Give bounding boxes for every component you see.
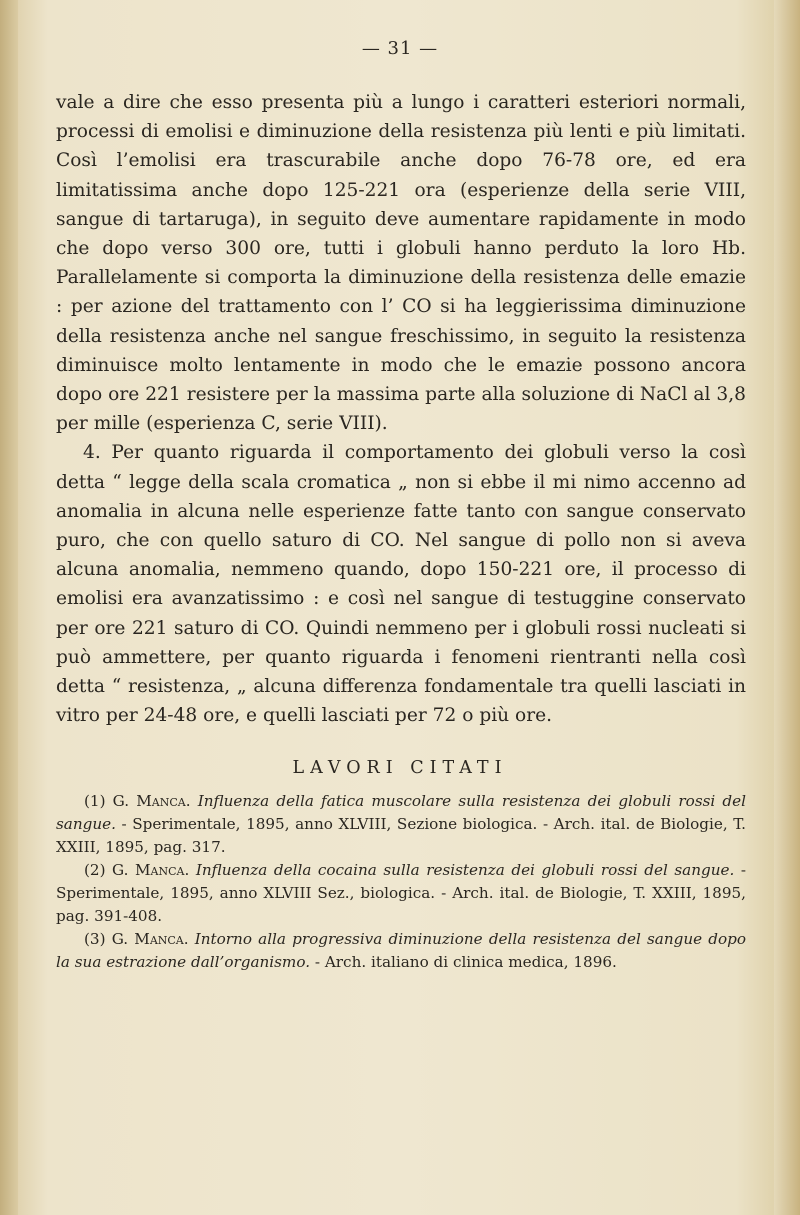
reference-item (56, 790, 746, 859)
body-text (56, 88, 746, 730)
reference-list (56, 790, 746, 974)
reference-item (56, 928, 746, 974)
paragraph-1: vale a dire che esso presenta più a lungo i caratteri esteriori normali, processi di emolisi e diminuzione della resistenza più lenti e più limitati. Così l’emolisi era trascurabile anche dopo 76-78 ore, ed era limitatissima anche dopo 125-221 ora (esperienze della serie VIII, sangue di tartaruga), in seguito deve aumentare rapidamente in modo che dopo verso 300 ore, tutti i globuli hanno perduto la loro Hb. Parallelamente si comporta la diminuzione della resistenza delle emazie : per azione del trattamento con l’ CO si ha leggierissima diminuzione della resistenza anche nel sangue freschissimo, in seguito la resistenza diminuisce molto lentamente in modo che le emazie possono ancora dopo ore 221 resistere per la massima parte alla soluzione di NaCl al 3,8 per mille (esperienza C, serie VIII). (56, 92, 746, 435)
reference-details: - Sperimentale, 1895, anno XLVIII Sez., biologica. - Arch. ital. de Biologie, T. XXIII, 1895, pag. 391-408. (56, 861, 747, 925)
page-edge-right (774, 0, 800, 1215)
reference-author: G. Manca. (112, 792, 191, 810)
reference-number: (2) (84, 861, 106, 879)
reference-title: Intorno alla progressiva diminuzione della resistenza del sangue dopo la sua estrazione dall’organismo. (56, 930, 747, 971)
reference-number: (1) (84, 792, 106, 810)
page-number: — 31 — (361, 38, 439, 59)
paragraph-2: 4. Per quanto riguarda il comportamento dei globuli verso la così detta “ legge della scala cromatica „ non si ebbe il mi nimo accenno ad anomalia in alcuna nelle esperienze fatte tanto con sangue conservato puro, che con quello saturo di CO. Nel sangue di pollo non si aveva alcuna anomalia, nemmeno quando, dopo 150-221 ore, il processo di emolisi era avanzatissimo : e così nel sangue di testuggine conservato per ore 221 saturo di CO. Quindi nemmeno per i globuli rossi nucleati si può ammettere, per quanto riguarda i fenomeni rientranti nella così detta “ resistenza, „ alcuna differenza fondamentale tra quelli lasciati in vitro per 24-48 ore, e quelli lasciati per 72 o più ore. (56, 442, 746, 727)
reference-title: Influenza della cocaina sulla resistenza dei globuli rossi del sangue. (195, 861, 735, 879)
reference-item (56, 859, 746, 928)
reference-details: - Sperimentale, 1895, anno XLVIII, Sezione biologica. - Arch. ital. de Biologie, T. XXIII, 1895, pag. 317. (56, 815, 747, 856)
reference-number: (3) (84, 930, 106, 948)
reference-details: - Arch. italiano di clinica medica, 1896. (314, 953, 617, 971)
reference-title: Influenza della fatica muscolare sulla resistenza dei globuli rossi del sangue. (56, 792, 746, 833)
section-title: LAVORI CITATI (292, 758, 508, 778)
page-edge-left (0, 0, 18, 1215)
reference-author: G. Manca. (111, 930, 189, 948)
reference-author: G. Manca. (112, 861, 190, 879)
